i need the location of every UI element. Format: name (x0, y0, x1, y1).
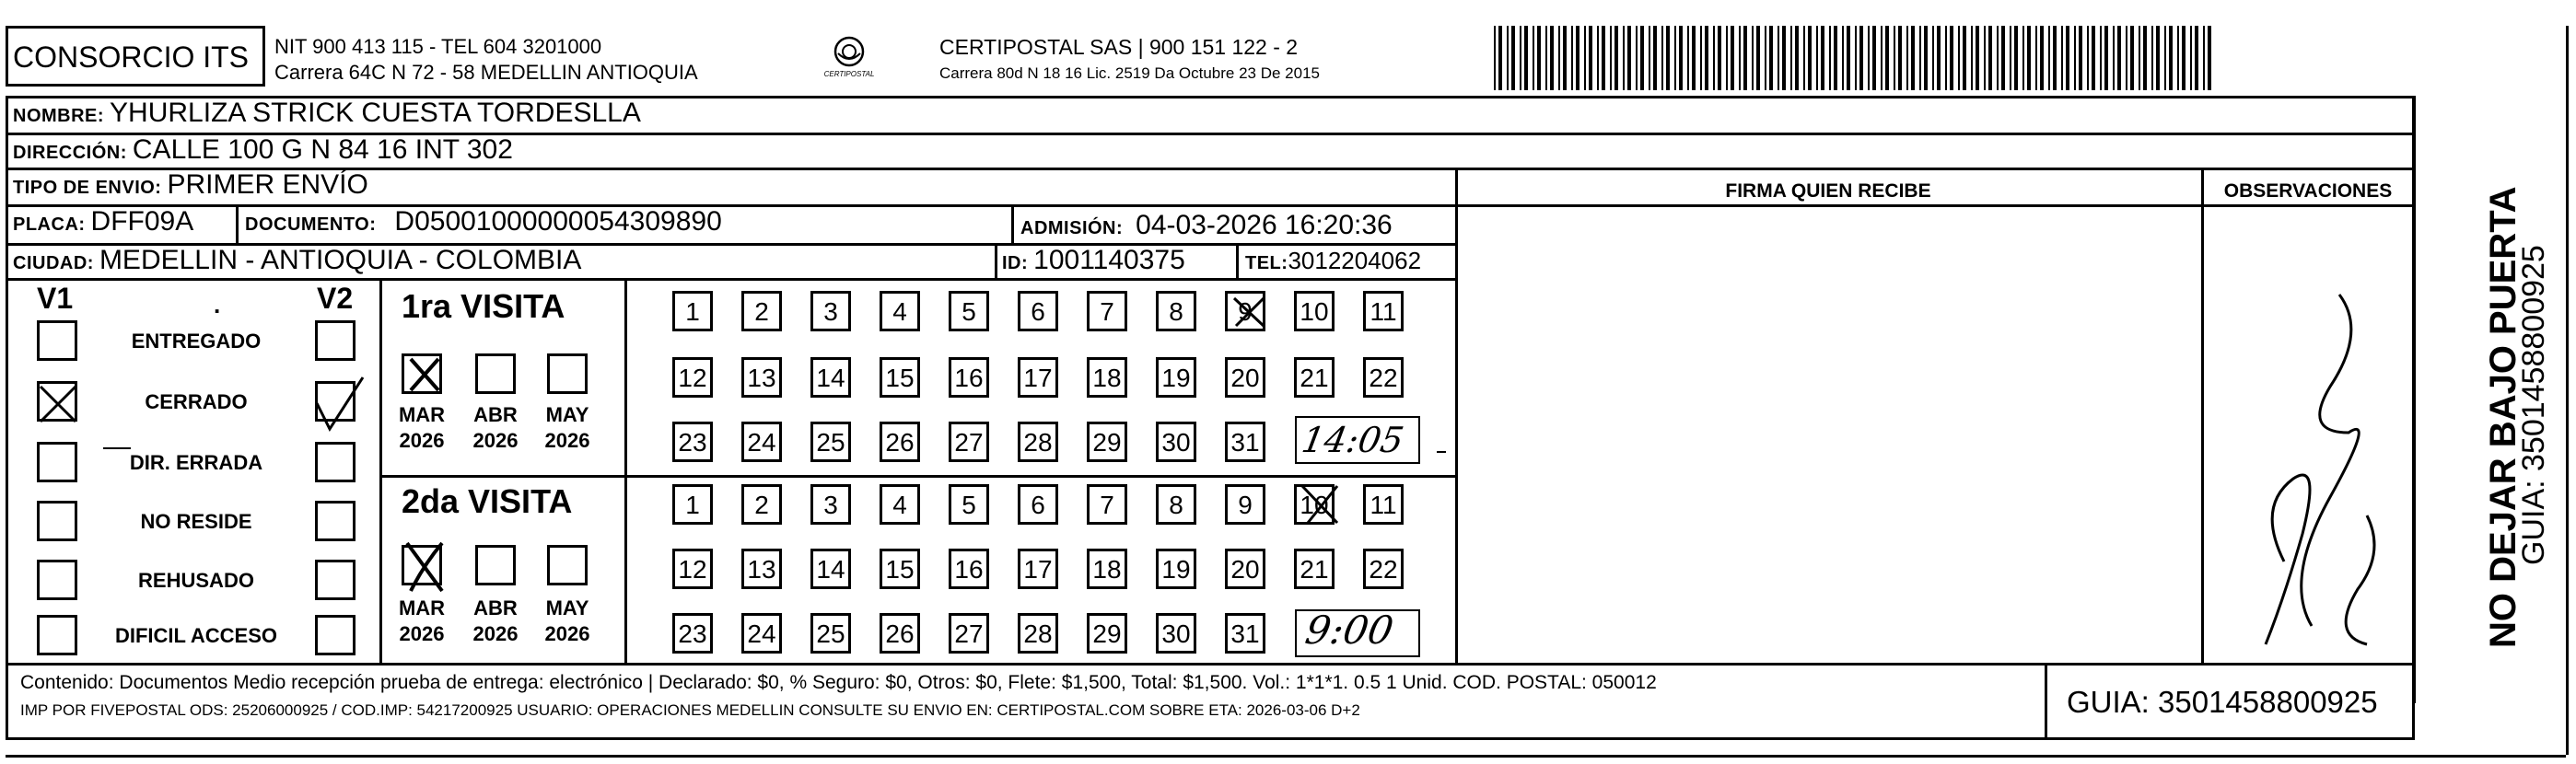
barcode-bar (2100, 26, 2102, 90)
second-day-cell[interactable]: 9 (1225, 484, 1265, 525)
first-day-cell[interactable]: 10 (1294, 291, 1335, 331)
barcode-bar (1640, 26, 1644, 90)
admision-value: 04-03-2026 16:20:36 (1136, 210, 1393, 240)
footer-imp-line: IMP POR FIVEPOSTAL ODS: 25206000925 / COD.IMP: 54217200925 USUARIO: OPERACIONES MEDELLIN CONSULTE SU ENVIO EN: CERTIPOSTAL.COM SOBRE ETA: 2026-03-06 D+2 (20, 701, 1360, 719)
col-line (379, 278, 382, 663)
barcode-bar (1524, 26, 1528, 90)
status-label: REHUSADO (138, 569, 254, 592)
second-month-checkbox[interactable] (402, 545, 442, 585)
second-day-cell[interactable]: 29 (1087, 613, 1127, 654)
v2-checkbox[interactable] (315, 442, 356, 482)
direccion-row (13, 134, 513, 166)
barcode-bar (1769, 26, 1773, 90)
barcode-bar (1507, 26, 1509, 90)
barcode-bar (1778, 26, 1779, 90)
barcode-bar (1932, 26, 1934, 90)
ciudad-label: CIUDAD: (13, 253, 94, 273)
second-day-cell[interactable]: 30 (1156, 613, 1196, 654)
barcode-bar (1872, 26, 1876, 90)
first-day-cell[interactable]: 7 (1087, 291, 1127, 331)
nombre-value: YHURLIZA STRICK CUESTA TORDESLLA (110, 98, 641, 128)
barcode-bar (1602, 26, 1605, 90)
second-day-cell[interactable]: 3 (810, 484, 851, 525)
nombre-row (13, 98, 641, 129)
barcode-bar (1988, 26, 1992, 90)
v1-checkbox[interactable] (37, 501, 77, 541)
second-month-label: ABR (473, 596, 518, 619)
direccion-value: CALLE 100 G N 84 16 INT 302 (132, 134, 513, 165)
first-year-label: 2026 (399, 429, 445, 452)
barcode-bar (1868, 26, 1870, 90)
barcode-bar (1494, 26, 1496, 90)
second-day-cell[interactable]: 23 (672, 613, 713, 654)
second-year-label: 2026 (472, 622, 519, 645)
first-day-cell[interactable]: 28 (1018, 422, 1058, 462)
first-day-cell[interactable]: 21 (1294, 357, 1335, 398)
barcode-bar (1550, 26, 1554, 90)
second-day-cell[interactable]: 8 (1156, 484, 1196, 525)
first-day-cell[interactable]: 11 (1363, 291, 1404, 331)
barcode-bar (2079, 26, 2082, 90)
ciudad-value: MEDELLIN - ANTIOQUIA - COLOMBIA (99, 245, 582, 275)
barcode-bar (1816, 26, 1818, 90)
barcode-bar (1924, 26, 1928, 90)
first-day-cell[interactable]: 23 (672, 422, 713, 462)
col-line (624, 278, 627, 663)
first-year-label: 2026 (544, 429, 590, 452)
first-day-cell[interactable]: 27 (949, 422, 989, 462)
second-day-cell[interactable]: 22 (1363, 549, 1404, 589)
second-day-cell[interactable]: 16 (949, 549, 989, 589)
second-day-cell[interactable]: 11 (1363, 484, 1404, 525)
barcode-bar (2117, 26, 2121, 90)
v2-checkbox[interactable] (315, 615, 356, 655)
certipostal-license: Carrera 80d N 18 16 Lic. 2519 Da Octubre 23 De 2015 (939, 64, 1320, 82)
barcode-bar (2113, 26, 2115, 90)
barcode-bar (1821, 26, 1824, 90)
second-month-checkbox[interactable] (547, 545, 588, 585)
barcode-bar (2143, 26, 2147, 90)
first-day-cell[interactable]: 17 (1018, 357, 1058, 398)
barcode-bar (1700, 26, 1702, 90)
col-line (1455, 168, 1458, 665)
direccion-label: DIRECCIÓN: (13, 143, 127, 163)
barcode-bar (1571, 26, 1573, 90)
barcode-bar (1563, 26, 1567, 90)
row-line (6, 278, 1457, 281)
barcode (1494, 26, 2221, 90)
barcode-bar (1976, 26, 1979, 90)
first-day-cell[interactable]: 15 (880, 357, 920, 398)
placa-row (13, 206, 193, 237)
barcode-bar (1795, 26, 1799, 90)
second-day-cell[interactable]: 26 (880, 613, 920, 654)
barcode-bar (1498, 26, 1502, 90)
second-day-cell[interactable]: 5 (949, 484, 989, 525)
barcode-bar (2061, 26, 2063, 90)
first-day-cell[interactable]: 20 (1225, 357, 1265, 398)
certipostal-logo-text: CERTIPOSTAL (823, 70, 875, 78)
barcode-bar (1687, 26, 1689, 90)
dot-mark: . (214, 291, 221, 318)
barcode-bar (1636, 26, 1638, 90)
second-day-cell[interactable]: 27 (949, 613, 989, 654)
barcode-bar (2208, 26, 2211, 90)
ciudad-row (13, 245, 581, 276)
barcode-bar (1756, 26, 1760, 90)
barcode-bar (1739, 26, 1741, 90)
barcode-bar (1997, 26, 1999, 90)
first-day-cell[interactable]: 16 (949, 357, 989, 398)
side-warning: NO DEJAR BAJO PUERTA (2483, 186, 2524, 648)
documento-label: DOCUMENTO: (245, 214, 377, 235)
first-day-cell[interactable]: 14 (810, 357, 851, 398)
admision-label: ADMISIÓN: (1020, 218, 1124, 238)
barcode-bar (1558, 26, 1560, 90)
id-value: 1001140375 (1033, 245, 1185, 275)
second-day-cell[interactable]: 10 (1294, 484, 1335, 525)
first-month-label: MAY (545, 403, 589, 426)
second-time-value: 9:00 (1301, 608, 1397, 653)
barcode-bar (1885, 26, 1889, 90)
barcode-bar (2001, 26, 2005, 90)
documento-value: D05001000000054309890 (394, 206, 722, 237)
tel-value: 3012204062 (1288, 247, 1422, 274)
first-month-checkbox[interactable] (402, 353, 442, 394)
first-day-cell[interactable]: 25 (810, 422, 851, 462)
barcode-bar (2190, 26, 2192, 90)
barcode-bar (1520, 26, 1521, 90)
first-month-label: MAR (398, 403, 446, 426)
second-day-cell[interactable]: 28 (1018, 613, 1058, 654)
admision-row (1020, 210, 1393, 241)
barcode-bar (1614, 26, 1618, 90)
barcode-bar (2035, 26, 2037, 90)
first-day-cell[interactable]: 5 (949, 291, 989, 331)
col-line (2045, 663, 2047, 740)
barcode-bar (2040, 26, 2044, 90)
second-day-cell[interactable]: 25 (810, 613, 851, 654)
barcode-bar (1963, 26, 1966, 90)
barcode-bar (2195, 26, 2198, 90)
barcode-bar (1718, 26, 1721, 90)
barcode-bar (1743, 26, 1747, 90)
second-day-cell[interactable]: 20 (1225, 549, 1265, 589)
first-day-cell[interactable]: 30 (1156, 422, 1196, 462)
first-day-cell[interactable]: 4 (880, 291, 920, 331)
barcode-bar (1950, 26, 1953, 90)
dash-mark (1437, 451, 1446, 453)
second-day-cell[interactable]: 18 (1087, 549, 1127, 589)
barcode-bar (1537, 26, 1541, 90)
barcode-bar (1576, 26, 1579, 90)
barcode-bar (1679, 26, 1683, 90)
barcode-bar (1790, 26, 1792, 90)
first-day-cell[interactable]: 3 (810, 291, 851, 331)
barcode-bar (1533, 26, 1534, 90)
second-day-cell[interactable]: 21 (1294, 549, 1335, 589)
row-line (6, 663, 2415, 666)
second-year-label: 2026 (544, 622, 590, 645)
second-day-cell[interactable]: 1 (672, 484, 713, 525)
status-label: DIFICIL ACCESO (114, 624, 277, 647)
barcode-bar (1829, 26, 1831, 90)
barcode-bar (1610, 26, 1612, 90)
barcode-bar (1649, 26, 1650, 90)
barcode-bar (1911, 26, 1915, 90)
barcode-bar (2151, 26, 2153, 90)
v1-checkbox[interactable] (37, 381, 77, 422)
second-day-cell[interactable]: 7 (1087, 484, 1127, 525)
first-day-cell[interactable]: 1 (672, 291, 713, 331)
first-day-cell[interactable]: 18 (1087, 357, 1127, 398)
barcode-bar (2027, 26, 2031, 90)
first-day-cell[interactable]: 2 (741, 291, 782, 331)
tipo-row (13, 169, 368, 201)
firma-header: FIRMA QUIEN RECIBE (1725, 180, 1931, 202)
barcode-bar (1597, 26, 1599, 90)
barcode-bar (1782, 26, 1786, 90)
barcode-bar (2182, 26, 2186, 90)
barcode-bar (2156, 26, 2160, 90)
v2-label: V2 (317, 282, 354, 315)
placa-value: DFF09A (90, 206, 194, 237)
barcode-bar (1545, 26, 1547, 90)
barcode-bar (1971, 26, 1973, 90)
first-year-label: 2026 (472, 429, 519, 452)
barcode-bar (2130, 26, 2134, 90)
col-line (2201, 168, 2204, 665)
barcode-bar (1731, 26, 1734, 90)
status-label: NO RESIDE (140, 510, 252, 533)
barcode-bar (1661, 26, 1663, 90)
barcode-bar (1937, 26, 1941, 90)
first-day-cell[interactable]: 6 (1018, 291, 1058, 331)
v2-checkbox[interactable] (315, 560, 356, 600)
footer-contenido: Contenido: Documentos Medio recepción prueba de entrega: electrónico | Declarado: $0, % Seguro: $0, Otros: $0, Flete: $1,500, Total: $1,500. Vol.: 1*1*1. 0.5 1 Unid. COD. POSTAL: 050012 (20, 672, 1657, 693)
first-day-cell[interactable]: 29 (1087, 422, 1127, 462)
v1-checkbox[interactable] (37, 320, 77, 361)
company-name: CONSORCIO ITS (13, 41, 250, 74)
documento-row (245, 206, 722, 237)
barcode-bar (1958, 26, 1960, 90)
barcode-bar (2139, 26, 2140, 90)
nombre-label: NOMBRE: (13, 106, 105, 126)
barcode-bar (1855, 26, 1857, 90)
first-month-label: ABR (473, 403, 518, 426)
certipostal-logo (810, 33, 888, 87)
footer-guia: GUIA: 3501458800925 (2067, 685, 2378, 719)
barcode-bar (1984, 26, 1986, 90)
barcode-bar (1584, 26, 1586, 90)
barcode-bar (1808, 26, 1812, 90)
second-month-label: MAR (398, 596, 446, 619)
page-right-line (2566, 26, 2569, 755)
barcode-bar (1653, 26, 1657, 90)
certipostal-line: CERTIPOSTAL SAS | 900 151 122 - 2 (939, 35, 1299, 59)
barcode-bar (1859, 26, 1863, 90)
v1-label: V1 (37, 282, 74, 315)
first-day-cell[interactable]: 22 (1363, 357, 1404, 398)
second-day-cell[interactable]: 13 (741, 549, 782, 589)
v2-checkbox[interactable] (315, 501, 356, 541)
dash-mark (103, 447, 131, 449)
second-day-cell[interactable]: 12 (672, 549, 713, 589)
first-day-cell[interactable]: 8 (1156, 291, 1196, 331)
barcode-bar (1666, 26, 1670, 90)
v2-checkbox[interactable] (315, 381, 356, 422)
tipo-label: TIPO DE ENVIO: (13, 178, 162, 198)
second-year-label: 2026 (399, 622, 445, 645)
id-label: ID: (1002, 253, 1029, 273)
status-label: ENTREGADO (131, 330, 262, 353)
v1-checkbox[interactable] (37, 615, 77, 655)
first-day-cell[interactable]: 24 (741, 422, 782, 462)
barcode-bar (1898, 26, 1902, 90)
barcode-bar (1765, 26, 1766, 90)
col-line (995, 243, 997, 278)
barcode-bar (2104, 26, 2108, 90)
barcode-bar (1674, 26, 1676, 90)
second-day-cell[interactable]: 15 (880, 549, 920, 589)
second-day-cell[interactable]: 14 (810, 549, 851, 589)
second-day-cell[interactable]: 4 (880, 484, 920, 525)
second-day-cell[interactable]: 24 (741, 613, 782, 654)
barcode-bar (1623, 26, 1625, 90)
second-day-cell[interactable]: 2 (741, 484, 782, 525)
barcode-bar (2177, 26, 2179, 90)
first-month-checkbox[interactable] (475, 353, 516, 394)
status-label: CERRADO (145, 390, 248, 413)
first-month-checkbox[interactable] (547, 353, 588, 394)
barcode-bar (1803, 26, 1805, 90)
row-line (379, 475, 1457, 478)
barcode-bar (1713, 26, 1715, 90)
barcode-bar (1842, 26, 1844, 90)
barcode-bar (2010, 26, 2011, 90)
barcode-bar (2022, 26, 2024, 90)
second-month-label: MAY (545, 596, 589, 619)
address-line: Carrera 64C N 72 - 58 MEDELLIN ANTIOQUIA (274, 61, 698, 84)
status-label: DIR. ERRADA (129, 451, 263, 474)
second-visit-title: 2da VISITA (402, 482, 573, 520)
barcode-bar (1752, 26, 1754, 90)
barcode-bar (2014, 26, 2018, 90)
barcode-bar (2087, 26, 2089, 90)
col-line (1236, 243, 1239, 278)
second-month-checkbox[interactable] (475, 545, 516, 585)
tipo-value: PRIMER ENVÍO (167, 169, 368, 200)
barcode-bar (1589, 26, 1592, 90)
barcode-bar (2066, 26, 2069, 90)
barcode-bar (1906, 26, 1908, 90)
col-line (1011, 204, 1014, 243)
first-visit-title: 1ra VISITA (402, 287, 565, 325)
barcode-bar (2074, 26, 2076, 90)
second-day-cell[interactable]: 31 (1225, 613, 1265, 654)
barcode-bar (2053, 26, 2057, 90)
v1-checkbox[interactable] (37, 560, 77, 600)
v2-checkbox[interactable] (315, 320, 356, 361)
first-day-cell[interactable]: 19 (1156, 357, 1196, 398)
first-day-cell[interactable]: 26 (880, 422, 920, 462)
first-day-cell[interactable]: 12 (672, 357, 713, 398)
barcode-bar (2048, 26, 2050, 90)
tel-row (1245, 247, 1421, 275)
barcode-bar (1847, 26, 1850, 90)
page-bottom-line (6, 755, 2566, 758)
id-row (1002, 245, 1185, 276)
barcode-bar (2126, 26, 2127, 90)
barcode-bar (2092, 26, 2095, 90)
barcode-bar (2203, 26, 2205, 90)
col-line (236, 204, 239, 243)
v1-checkbox[interactable] (37, 442, 77, 482)
nit-line: NIT 900 413 115 - TEL 604 3201000 (274, 35, 602, 58)
first-time-value: 14:05 (1299, 420, 1407, 460)
barcode-bar (1881, 26, 1882, 90)
first-day-cell[interactable]: 13 (741, 357, 782, 398)
barcode-bar (1945, 26, 1947, 90)
barcode-bar (2164, 26, 2166, 90)
barcode-bar (1511, 26, 1515, 90)
barcode-bar (1705, 26, 1708, 90)
barcode-bar (1726, 26, 1728, 90)
second-day-cell[interactable]: 19 (1156, 549, 1196, 589)
tel-label: TEL: (1245, 253, 1288, 273)
first-day-cell[interactable]: 9 (1225, 291, 1265, 331)
observaciones-header: OBSERVACIONES (2223, 180, 2393, 202)
barcode-bar (1834, 26, 1837, 90)
barcode-bar (2169, 26, 2173, 90)
second-day-cell[interactable]: 6 (1018, 484, 1058, 525)
barcode-bar (1627, 26, 1631, 90)
placa-label: PLACA: (13, 214, 86, 235)
first-day-cell[interactable]: 31 (1225, 422, 1265, 462)
second-day-cell[interactable]: 17 (1018, 549, 1058, 589)
barcode-bar (1894, 26, 1895, 90)
barcode-bar (1692, 26, 1696, 90)
barcode-bar (1919, 26, 1921, 90)
side-guia: GUIA: 3501458800925 (2516, 245, 2551, 565)
